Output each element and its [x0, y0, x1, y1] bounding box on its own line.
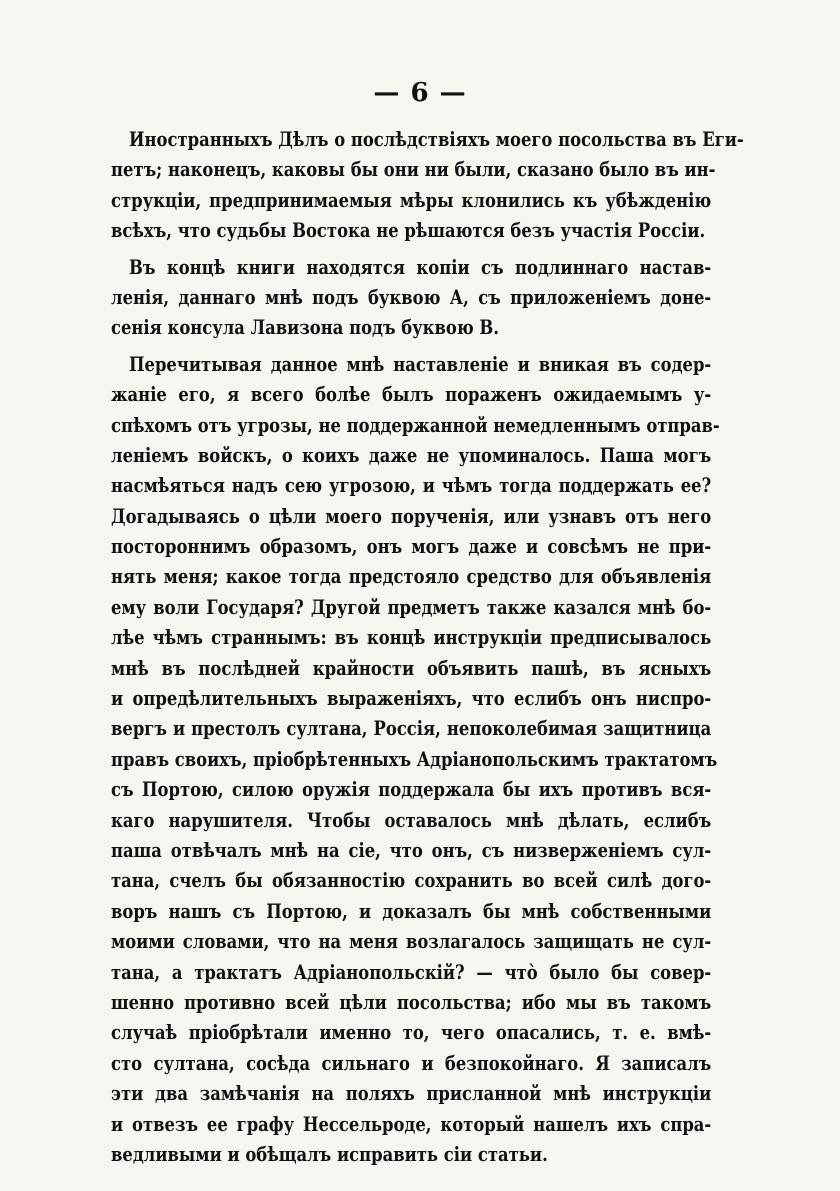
text-line: постороннимъ образомъ, онъ могъ даже и совсѣмъ не при-	[111, 534, 712, 559]
paragraph	[111, 349, 720, 1170]
text-line: ведливыми и обѣщалъ исправить сіи статьи.	[111, 1141, 548, 1166]
text-line: ленія, даннаго мнѣ подъ буквою А, съ приложеніемъ донe-	[111, 284, 712, 309]
page-number: — 6 —	[373, 78, 467, 108]
text-line: сенія консула Лавизона подъ буквою В.	[111, 315, 499, 340]
paragraph	[111, 124, 744, 246]
text-line: сто султана, сосѣда сильнаго и безпокойнаго. Я записалъ	[111, 1050, 712, 1075]
text-line: Догадываясь о цѣли моего порученія, или узнавъ отъ него	[111, 503, 712, 528]
text-line: мнѣ въ послѣдней крайности объявить пашѣ, въ ясныхъ	[111, 655, 712, 680]
text-line: эти два замѣчанія на поляхъ присланной мнѣ инструкціи	[111, 1081, 712, 1106]
text-line: воръ нашъ съ Портою, и доказалъ бы мнѣ собственными	[111, 898, 712, 923]
text-line: ему воли Государя? Другой предметъ также казался мнѣ бо-	[111, 594, 712, 619]
text-line: лѣе чѣмъ страннымъ: въ концѣ инструкціи предписывалось	[111, 625, 712, 650]
text-line: Иностранныхъ Дѣлъ о послѣдствіяхъ моего посольства въ Еги-	[129, 127, 744, 151]
text-line: моими словами, что на меня возлагалось защищать не сул-	[111, 929, 712, 954]
text-line: съ Портою, силою оружія поддержала бы ихъ противъ вся-	[111, 777, 712, 802]
text-line: нять меня; какое тогда предстояло средство для объявленія	[111, 564, 712, 589]
text-line: правъ своихъ, пріобрѣтенныхъ Адріанопольскимъ трактатомъ	[111, 746, 718, 771]
text-line: спѣхомъ отъ угрозы, не поддержанной немедленнымъ отправ-	[111, 412, 720, 437]
text-line: и опредѣлительныхъ выраженіяхъ, что еслибъ онъ ниспро-	[111, 686, 712, 711]
text-line: струкціи, предпринимаемыя мѣры клонились къ убѣжденію	[111, 187, 712, 212]
text-line: случаѣ пріобрѣтали именно то, чего опасались, т. е. вмѣ-	[111, 1020, 712, 1045]
text-line: каго нарушителя. Чтобы оставалось мнѣ дѣлать, еслибъ	[111, 807, 712, 832]
text-line: насмѣяться надъ сею угрозою, и чѣмъ тогда поддержать ее?	[111, 473, 712, 498]
text-line: леніемъ войскъ, о коихъ даже не упоминалось. Паша могъ	[111, 442, 712, 467]
text-line: шенно противно всей цѣли посольства; ибо мы въ такомъ	[111, 989, 712, 1014]
text-line: тана, счелъ бы обязанностію сохранить во всей силѣ дого-	[111, 868, 712, 893]
text-line: жаніе его, я всего болѣе былъ пораженъ ожидаемымъ у-	[111, 382, 712, 407]
text-line: всѣхъ, что судьбы Востока не рѣшаются безъ участія Россіи.	[111, 218, 706, 243]
text-line: Перечитывая данное мнѣ наставленіе и вникая въ содер-	[129, 351, 712, 376]
body-text	[111, 124, 744, 1175]
text-line: вергъ и престолъ султана, Россія, непоколебимая защитница	[111, 716, 712, 741]
paragraph	[111, 252, 711, 343]
text-line: и отвезъ ее графу Нессельроде, который нашелъ ихъ спра-	[111, 1111, 712, 1136]
text-line: тана, а трактатъ Адріанопольскій? — что̀ было бы совер-	[111, 959, 712, 984]
text-line: Въ концѣ книги находятся копіи съ подлиннаго настав-	[129, 254, 712, 279]
text-line: паша отвѣчалъ мнѣ на сіе, что онъ, съ низверженіемъ сул-	[111, 837, 712, 862]
text-line: петъ; наконецъ, каковы бы они ни были, сказано было въ ин-	[111, 157, 716, 182]
